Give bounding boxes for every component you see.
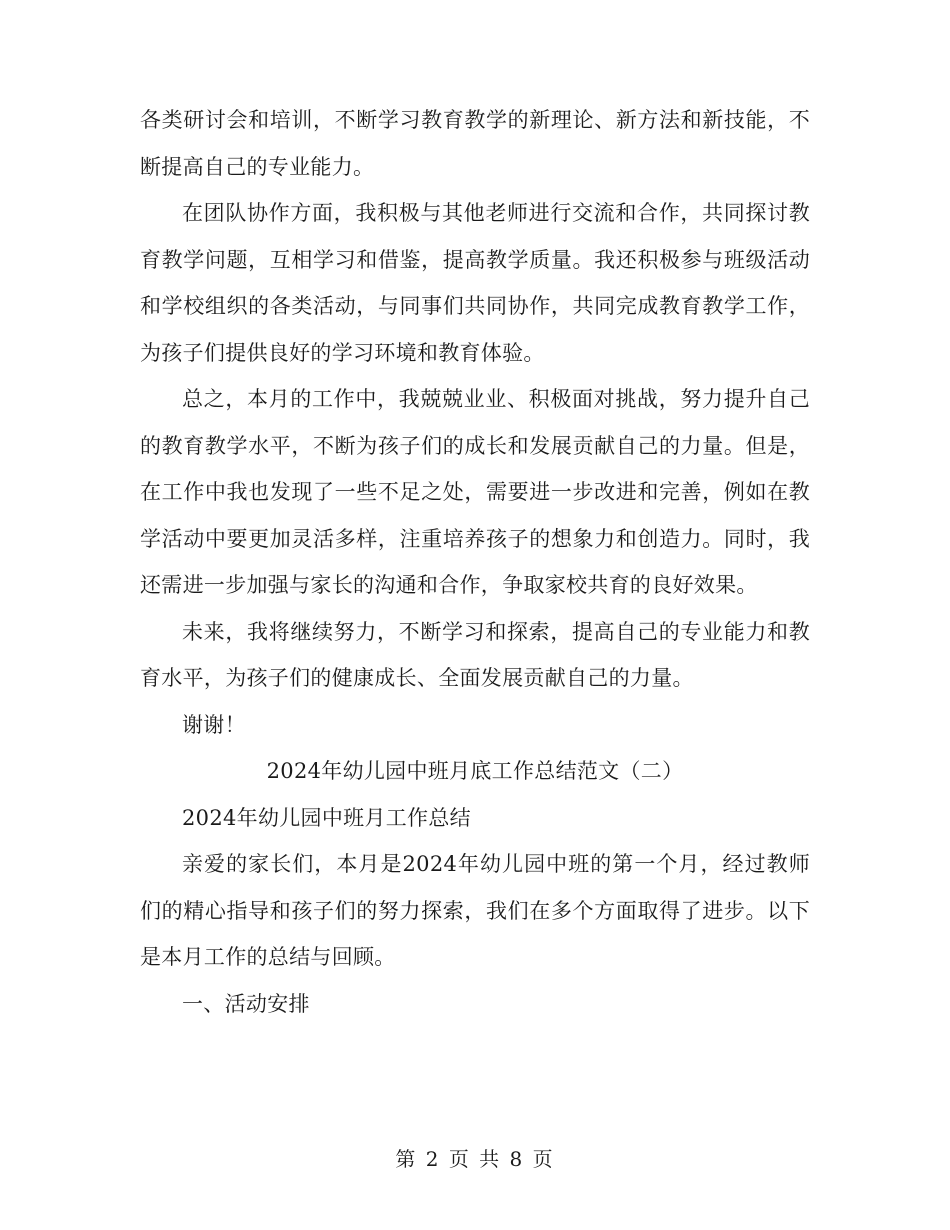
- paragraph-thanks: 谢谢！: [182, 712, 246, 737]
- document-heading: 2024年幼儿园中班月工作总结: [182, 805, 471, 830]
- paragraph-teamwork: 在团队协作方面，我积极与其他老师进行交流和合作，共同探讨教育教学问题，互相学习和借鉴，提高教学质量。我还积极参与班级活动和学校组织的各类活动，与同事们共同协作，共同完成教育教学工作，为孩子们提供良好的学习环境和教育体验。: [140, 201, 810, 365]
- paragraph-intro: 亲爱的家长们，本月是2024年幼儿园中班的第一个月，经过教师们的精心指导和孩子们的努力探索，我们在多个方面取得了进步。以下是本月工作的总结与回顾。: [140, 852, 810, 969]
- section-title: 2024年幼儿园中班月底工作总结范文（二）: [266, 759, 684, 783]
- paragraph-future: 未来，我将继续努力，不断学习和探索，提高自己的专业能力和教育水平，为孩子们的健康成长、全面发展贡献自己的力量。: [140, 619, 810, 690]
- paragraph-summary: 总之，本月的工作中，我兢兢业业、积极面对挑战，努力提升自己的教育教学水平，不断为孩子们的成长和发展贡献自己的力量。但是，在工作中我也发现了一些不足之处，需要进一步改进和完善，例如在教学活动中要更加灵活多样，注重培养孩子的想象力和创造力。同时，我还需进一步加强与家长的沟通和合作，争取家校共育的良好效果。: [140, 387, 810, 597]
- paragraph-continued: 各类研讨会和培训，不断学习教育教学的新理论、新方法和新技能，不断提高自己的专业能力。: [140, 108, 810, 179]
- page-footer: 第 2 页 共 8 页: [395, 1147, 555, 1171]
- document-body: [140, 97, 810, 1027]
- subheading-activities: 一、活动安排: [182, 991, 310, 1016]
